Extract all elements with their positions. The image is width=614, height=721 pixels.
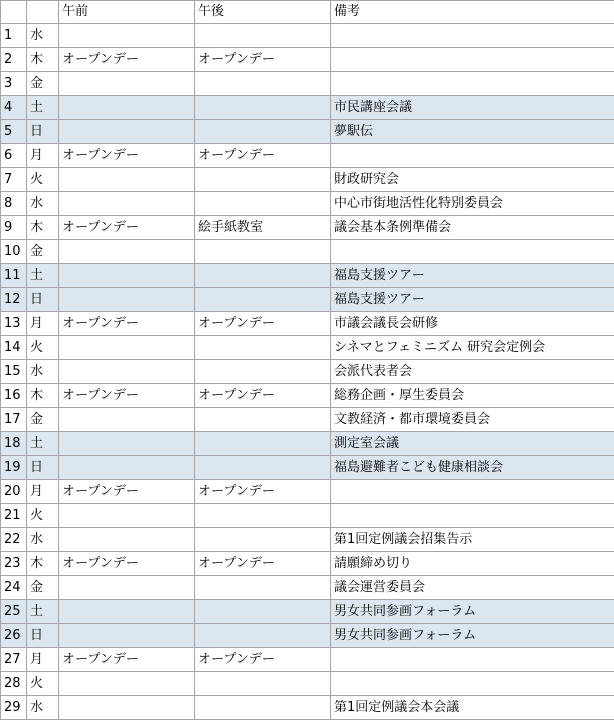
- cell-note[interactable]: 第1回定例議会本会議: [331, 696, 614, 720]
- table-row: [1, 552, 614, 576]
- cell-note[interactable]: [331, 240, 614, 264]
- cell-morning[interactable]: オープンデー: [59, 48, 195, 72]
- cell-day-number[interactable]: 13: [1, 312, 27, 336]
- cell-afternoon[interactable]: [195, 528, 331, 552]
- cell-day-number[interactable]: 11: [1, 264, 27, 288]
- cell-note[interactable]: [331, 72, 614, 96]
- cell-weekday[interactable]: 木: [27, 552, 59, 576]
- cell-weekday[interactable]: 火: [27, 672, 59, 696]
- cell-day-number[interactable]: 10: [1, 240, 27, 264]
- header-pm[interactable]: 午後: [195, 1, 331, 24]
- cell-weekday[interactable]: 月: [27, 648, 59, 672]
- cell-note[interactable]: 福島支援ツアー: [331, 288, 614, 312]
- cell-morning[interactable]: [59, 360, 195, 384]
- cell-note[interactable]: [331, 672, 614, 696]
- cell-weekday[interactable]: 火: [27, 168, 59, 192]
- cell-afternoon[interactable]: [195, 696, 331, 720]
- cell-weekday[interactable]: 金: [27, 240, 59, 264]
- table-row: [1, 504, 614, 528]
- cell-note[interactable]: 市議会議長会研修: [331, 312, 614, 336]
- cell-afternoon[interactable]: オープンデー: [195, 144, 331, 168]
- cell-afternoon[interactable]: オープンデー: [195, 48, 331, 72]
- cell-day-number[interactable]: 17: [1, 408, 27, 432]
- header-num[interactable]: [1, 1, 27, 24]
- header-note[interactable]: 備考: [331, 1, 614, 24]
- cell-morning[interactable]: [59, 504, 195, 528]
- cell-day-number[interactable]: 19: [1, 456, 27, 480]
- cell-morning[interactable]: オープンデー: [59, 384, 195, 408]
- cell-weekday[interactable]: 月: [27, 144, 59, 168]
- cell-day-number[interactable]: 2: [1, 48, 27, 72]
- cell-morning[interactable]: オープンデー: [59, 216, 195, 240]
- cell-weekday[interactable]: 土: [27, 264, 59, 288]
- table-row: [1, 624, 614, 648]
- cell-day-number[interactable]: 26: [1, 624, 27, 648]
- cell-weekday[interactable]: 日: [27, 120, 59, 144]
- cell-note[interactable]: 第1回定例議会招集告示: [331, 528, 614, 552]
- cell-afternoon[interactable]: オープンデー: [195, 312, 331, 336]
- cell-morning[interactable]: [59, 672, 195, 696]
- cell-morning[interactable]: [59, 24, 195, 48]
- cell-day-number[interactable]: 8: [1, 192, 27, 216]
- cell-weekday[interactable]: 土: [27, 432, 59, 456]
- cell-note[interactable]: [331, 648, 614, 672]
- cell-note[interactable]: 議会運営委員会: [331, 576, 614, 600]
- table-row: [1, 480, 614, 504]
- table-row: [1, 360, 614, 384]
- cell-weekday[interactable]: 金: [27, 408, 59, 432]
- cell-afternoon[interactable]: [195, 408, 331, 432]
- cell-morning[interactable]: [59, 192, 195, 216]
- cell-morning[interactable]: オープンデー: [59, 648, 195, 672]
- cell-weekday[interactable]: 木: [27, 216, 59, 240]
- cell-morning[interactable]: [59, 600, 195, 624]
- cell-note[interactable]: 福島支援ツアー: [331, 264, 614, 288]
- cell-weekday[interactable]: 水: [27, 528, 59, 552]
- cell-day-number[interactable]: 18: [1, 432, 27, 456]
- cell-morning[interactable]: オープンデー: [59, 480, 195, 504]
- cell-afternoon[interactable]: [195, 432, 331, 456]
- cell-morning[interactable]: オープンデー: [59, 552, 195, 576]
- table-row: [1, 432, 614, 456]
- cell-note[interactable]: シネマとフェミニズム 研究会定例会: [331, 336, 614, 360]
- cell-note[interactable]: 福島避難者こども健康相談会: [331, 456, 614, 480]
- cell-morning[interactable]: [59, 240, 195, 264]
- cell-weekday[interactable]: 月: [27, 312, 59, 336]
- cell-weekday[interactable]: 水: [27, 696, 59, 720]
- cell-day-number[interactable]: 12: [1, 288, 27, 312]
- cell-note[interactable]: 財政研究会: [331, 168, 614, 192]
- table-row: [1, 120, 614, 144]
- cell-afternoon[interactable]: [195, 672, 331, 696]
- cell-note[interactable]: [331, 24, 614, 48]
- cell-note[interactable]: 総務企画・厚生委員会: [331, 384, 614, 408]
- cell-afternoon[interactable]: [195, 96, 331, 120]
- cell-afternoon[interactable]: オープンデー: [195, 648, 331, 672]
- cell-morning[interactable]: [59, 696, 195, 720]
- cell-weekday[interactable]: 月: [27, 480, 59, 504]
- cell-morning[interactable]: [59, 288, 195, 312]
- cell-day-number[interactable]: 22: [1, 528, 27, 552]
- table-row: [1, 168, 614, 192]
- cell-note[interactable]: 市民講座会議: [331, 96, 614, 120]
- cell-afternoon[interactable]: オープンデー: [195, 384, 331, 408]
- cell-day-number[interactable]: 20: [1, 480, 27, 504]
- table-row: [1, 576, 614, 600]
- table-row: [1, 48, 614, 72]
- cell-day-number[interactable]: 3: [1, 72, 27, 96]
- cell-day-number[interactable]: 23: [1, 552, 27, 576]
- table-row: [1, 144, 614, 168]
- cell-afternoon[interactable]: [195, 336, 331, 360]
- table-row: [1, 24, 614, 48]
- cell-afternoon[interactable]: 絵手紙教室: [195, 216, 331, 240]
- cell-afternoon[interactable]: [195, 288, 331, 312]
- table-row: [1, 264, 614, 288]
- cell-weekday[interactable]: 水: [27, 192, 59, 216]
- cell-day-number[interactable]: 27: [1, 648, 27, 672]
- cell-day-number[interactable]: 16: [1, 384, 27, 408]
- cell-weekday[interactable]: 土: [27, 600, 59, 624]
- cell-note[interactable]: 測定室会議: [331, 432, 614, 456]
- table-row: [1, 384, 614, 408]
- cell-note[interactable]: 文教経済・都市環境委員会: [331, 408, 614, 432]
- cell-morning[interactable]: [59, 408, 195, 432]
- table-row: [1, 216, 614, 240]
- cell-afternoon[interactable]: [195, 600, 331, 624]
- cell-note[interactable]: [331, 480, 614, 504]
- cell-afternoon[interactable]: [195, 360, 331, 384]
- cell-afternoon[interactable]: [195, 456, 331, 480]
- cell-day-number[interactable]: 15: [1, 360, 27, 384]
- cell-weekday[interactable]: 日: [27, 624, 59, 648]
- cell-note[interactable]: 男女共同参画フォーラム: [331, 600, 614, 624]
- table-row: [1, 672, 614, 696]
- cell-note[interactable]: 夢駅伝: [331, 120, 614, 144]
- cell-morning[interactable]: [59, 72, 195, 96]
- table-row: [1, 408, 614, 432]
- table-row: [1, 456, 614, 480]
- cell-note[interactable]: 男女共同参画フォーラム: [331, 624, 614, 648]
- cell-morning[interactable]: [59, 432, 195, 456]
- cell-afternoon[interactable]: オープンデー: [195, 552, 331, 576]
- cell-note[interactable]: [331, 48, 614, 72]
- cell-note[interactable]: [331, 144, 614, 168]
- table-row: [1, 528, 614, 552]
- table-row: [1, 648, 614, 672]
- cell-day-number[interactable]: 29: [1, 696, 27, 720]
- cell-afternoon[interactable]: [195, 240, 331, 264]
- cell-morning[interactable]: [59, 96, 195, 120]
- cell-day-number[interactable]: 24: [1, 576, 27, 600]
- cell-afternoon[interactable]: [195, 168, 331, 192]
- header-dow[interactable]: [27, 1, 59, 24]
- cell-morning[interactable]: [59, 264, 195, 288]
- table-row: [1, 72, 614, 96]
- cell-weekday[interactable]: 木: [27, 384, 59, 408]
- cell-afternoon[interactable]: [195, 72, 331, 96]
- cell-afternoon[interactable]: [195, 264, 331, 288]
- cell-weekday[interactable]: 日: [27, 288, 59, 312]
- cell-weekday[interactable]: 火: [27, 504, 59, 528]
- cell-weekday[interactable]: 日: [27, 456, 59, 480]
- cell-weekday[interactable]: 火: [27, 336, 59, 360]
- cell-weekday[interactable]: 金: [27, 72, 59, 96]
- table-row: [1, 192, 614, 216]
- cell-day-number[interactable]: 7: [1, 168, 27, 192]
- cell-weekday[interactable]: 水: [27, 24, 59, 48]
- cell-afternoon[interactable]: [195, 120, 331, 144]
- table-row: [1, 288, 614, 312]
- cell-morning[interactable]: [59, 456, 195, 480]
- cell-morning[interactable]: [59, 624, 195, 648]
- cell-day-number[interactable]: 6: [1, 144, 27, 168]
- table-row: [1, 312, 614, 336]
- table-row: [1, 240, 614, 264]
- cell-day-number[interactable]: 5: [1, 120, 27, 144]
- cell-day-number[interactable]: 25: [1, 600, 27, 624]
- cell-afternoon[interactable]: オープンデー: [195, 480, 331, 504]
- cell-morning[interactable]: [59, 336, 195, 360]
- cell-weekday[interactable]: 木: [27, 48, 59, 72]
- header-row: [1, 1, 614, 24]
- cell-afternoon[interactable]: [195, 192, 331, 216]
- header-am[interactable]: 午前: [59, 1, 195, 24]
- cell-afternoon[interactable]: [195, 576, 331, 600]
- cell-morning[interactable]: [59, 576, 195, 600]
- cell-note[interactable]: [331, 504, 614, 528]
- cell-note[interactable]: 会派代表者会: [331, 360, 614, 384]
- cell-day-number[interactable]: 28: [1, 672, 27, 696]
- cell-weekday[interactable]: 土: [27, 96, 59, 120]
- cell-afternoon[interactable]: [195, 504, 331, 528]
- table-row: [1, 696, 614, 720]
- cell-morning[interactable]: [59, 528, 195, 552]
- cell-day-number[interactable]: 4: [1, 96, 27, 120]
- cell-day-number[interactable]: 1: [1, 24, 27, 48]
- cell-day-number[interactable]: 14: [1, 336, 27, 360]
- cell-day-number[interactable]: 21: [1, 504, 27, 528]
- table-row: [1, 600, 614, 624]
- cell-weekday[interactable]: 金: [27, 576, 59, 600]
- cell-note[interactable]: 請願締め切り: [331, 552, 614, 576]
- cell-note[interactable]: 中心市街地活性化特別委員会: [331, 192, 614, 216]
- table-row: [1, 96, 614, 120]
- cell-day-number[interactable]: 9: [1, 216, 27, 240]
- cell-weekday[interactable]: 水: [27, 360, 59, 384]
- table-row: [1, 336, 614, 360]
- cell-morning[interactable]: オープンデー: [59, 312, 195, 336]
- cell-afternoon[interactable]: [195, 24, 331, 48]
- cell-morning[interactable]: オープンデー: [59, 144, 195, 168]
- cell-morning[interactable]: [59, 168, 195, 192]
- cell-afternoon[interactable]: [195, 624, 331, 648]
- cell-morning[interactable]: [59, 120, 195, 144]
- cell-note[interactable]: 議会基本条例準備会: [331, 216, 614, 240]
